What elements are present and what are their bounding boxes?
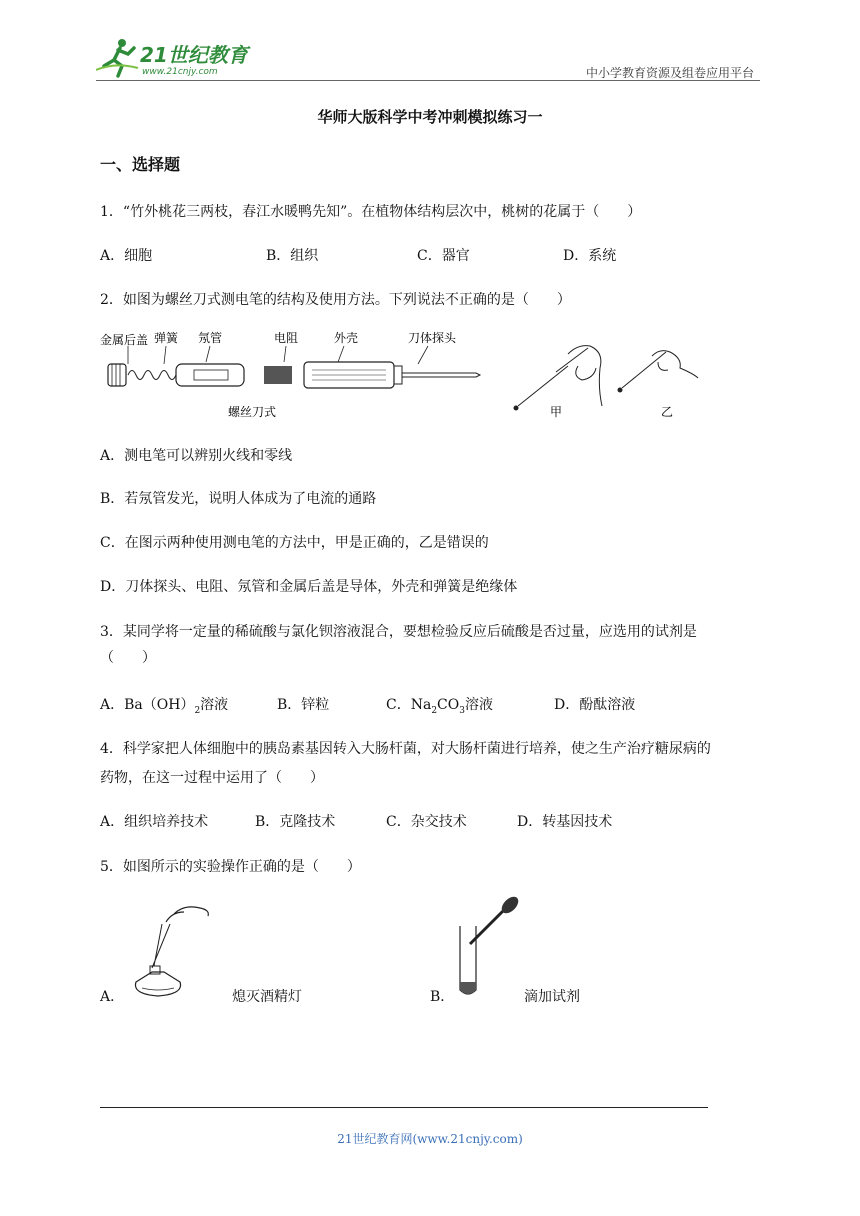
q2-option-a: A．测电笔可以辨别火线和零线 — [100, 448, 293, 464]
q5-option-b-letter: B． — [430, 989, 455, 1005]
q5-option-a-text: 熄灭酒精灯 — [232, 989, 302, 1005]
logo-url: www.21cnjy.com — [142, 67, 218, 77]
q5-option-b-text: 滴加试剂 — [524, 989, 580, 1005]
logo-text: 21世纪教育 — [140, 43, 248, 67]
header-divider — [96, 80, 760, 81]
q3-option-c: C．$Na_2CO_3$溶液 — [386, 697, 493, 716]
label-jia: 甲 — [550, 405, 563, 419]
label-shell: 外壳 — [334, 331, 359, 345]
q2-option-b: B．若氖管发光，说明人体成为了电流的通路 — [100, 491, 377, 507]
q3-stem-line1: 3．某同学将一定量的稀硫酸与氯化钡溶液混合，要想检验反应后硫酸是否过量，应选用的试剂是 — [100, 624, 697, 640]
dropper-figure — [448, 896, 528, 1000]
footer-link[interactable]: 21世纪教育网(www.21cnjy.com) — [337, 1132, 523, 1146]
q2-option-c: C．在图示两种使用测电笔的方法中，甲是正确的，乙是错误的 — [100, 535, 489, 551]
platform-name: 中小学教育资源及组卷应用平台 — [585, 66, 754, 80]
section-heading: 一、选择题 — [100, 155, 181, 174]
q5-option-a-letter: A． — [100, 989, 125, 1005]
q2-option-d: D．刀体探头、电阻、氖管和金属后盖是导体，外壳和弹簧是绝缘体 — [100, 579, 518, 595]
q1-option-b: B．组织 — [266, 248, 319, 264]
alcohol-lamp-figure — [124, 898, 214, 1002]
q3-option-a: A．$Ba(OH)_2$溶液 — [100, 697, 229, 716]
footer-divider — [100, 1107, 708, 1108]
label-probe: 刀体探头 — [408, 331, 457, 345]
q3-option-b: B．锌粒 — [277, 697, 330, 713]
label-yi: 乙 — [661, 405, 674, 419]
q4-stem-line2: 药物，在这一过程中运用了（ ） — [100, 770, 324, 786]
q1-stem: 1．“竹外桃花三两枝，春江水暖鸭先知”。在植物体结构层次中，桃树的花属于（ ） — [100, 204, 642, 220]
q5-stem: 5．如图所示的实验操作正确的是（ ） — [100, 859, 361, 875]
q3-stem-line2: （ ） — [100, 650, 156, 666]
q2-stem: 2．如图为螺丝刀式测电笔的结构及使用方法。下列说法不正确的是（ ） — [100, 292, 571, 308]
label-metal-cap: 金属后盖 — [100, 333, 149, 347]
hand-grip-yi — [618, 351, 698, 392]
page-title: 华师大版科学中考冲刺模拟练习一 — [317, 108, 543, 126]
figure-caption: 螺丝刀式 — [228, 405, 277, 419]
q4-option-b: B．克隆技术 — [255, 814, 336, 830]
q4-stem-line1: 4．科学家把人体细胞中的胰岛素基因转入大肠杆菌，对大肠杆菌进行培养，使之生产治疗糖尿病的 — [100, 741, 711, 757]
label-resistor: 电阻 — [274, 331, 299, 345]
test-pen-figure — [98, 326, 718, 426]
label-neon-tube: 氖管 — [198, 331, 223, 345]
site-logo — [96, 36, 256, 80]
q1-option-d: D．系统 — [563, 248, 617, 264]
q1-option-a: A．细胞 — [100, 248, 153, 264]
q4-option-c: C．杂交技术 — [386, 814, 467, 830]
q3-option-d: D．酚酞溶液 — [554, 697, 636, 713]
runner-icon — [96, 39, 138, 76]
label-spring: 弹簧 — [154, 331, 179, 345]
q4-option-a: A．组织培养技术 — [100, 814, 209, 830]
hand-grip-jia — [514, 346, 602, 410]
q1-option-c: C．器官 — [417, 248, 470, 264]
q4-option-d: D．转基因技术 — [517, 814, 613, 830]
